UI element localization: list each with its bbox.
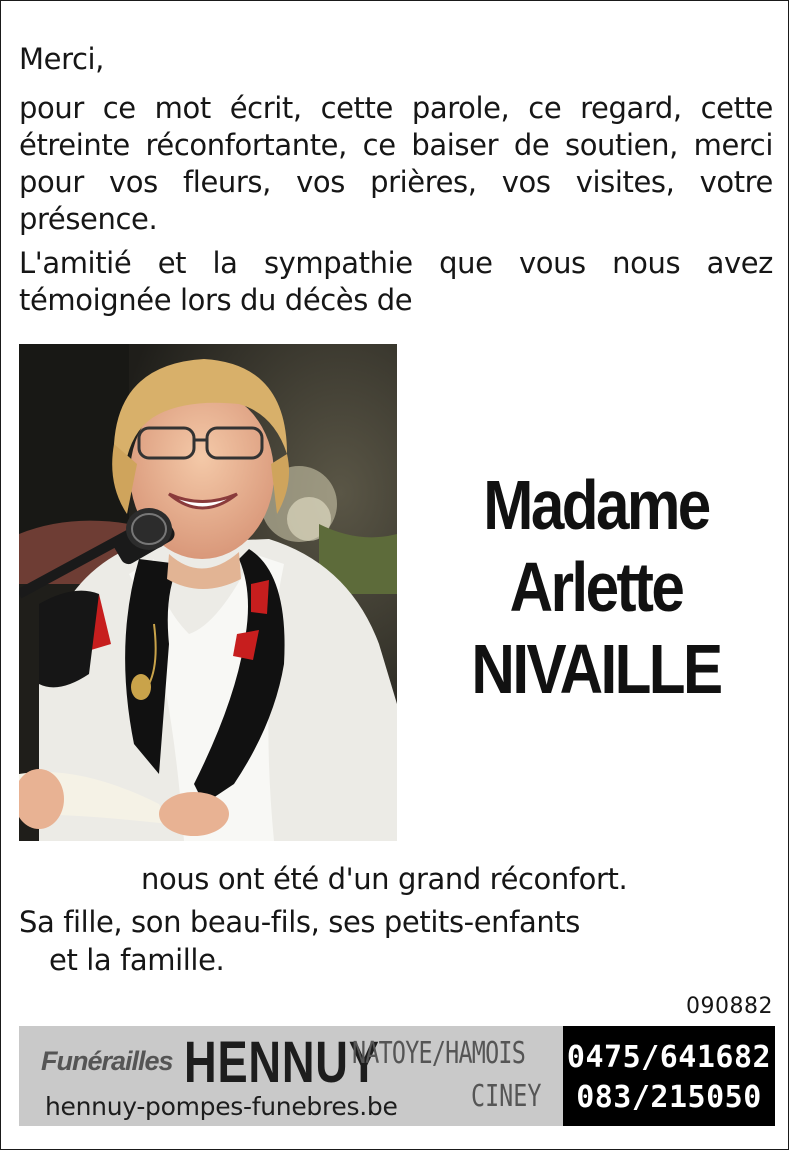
thanks-line: pour vos fleurs, vos prières, vos visites, votre [19,165,773,199]
funeral-prefix: Funérailles [41,1046,173,1076]
portrait-photo [19,344,397,841]
opening-greeting: Merci, [19,42,104,76]
thanks-line: étreinte réconfortante, ce baiser de soutien, merci [19,128,773,162]
deceased-last-name: NIVAILLE [471,630,721,708]
thanks-line: présence. [19,202,158,236]
deceased-first-name: Arlette [509,548,683,626]
phone-number[interactable]: 0475/641682 [566,1040,772,1075]
sympathy-line: témoignée lors du décès de [19,283,413,317]
funeral-location-ciney: CINEY [471,1079,542,1114]
deceased-name [437,464,755,710]
comfort-line: nous ont été d'un grand réconfort. [141,862,628,896]
funeral-home-logo: HENNUY [184,1030,380,1095]
phone-block [563,1026,775,1126]
family-line: et la famille. [49,943,225,977]
thanks-line: pour ce mot écrit, cette parole, ce regard, cette [19,91,773,125]
thanks-paragraph [19,90,773,238]
portrait-photo-icon [19,344,397,841]
family-line: Sa fille, son beau-fils, ses petits-enfants [19,905,581,939]
funeral-home-banner [19,1026,775,1126]
deceased-title: Madame [483,466,709,544]
phone-number[interactable]: 083/215050 [576,1080,762,1115]
reference-number: 090882 [686,994,773,1019]
sympathy-paragraph [19,245,773,319]
funeral-website-link[interactable]: hennuy-pompes-funebres.be [45,1092,398,1121]
sympathy-line: L'amitié et la sympathie que vous nous avez [19,246,773,280]
funeral-locations: NATOYE/HAMOIS [352,1036,526,1071]
